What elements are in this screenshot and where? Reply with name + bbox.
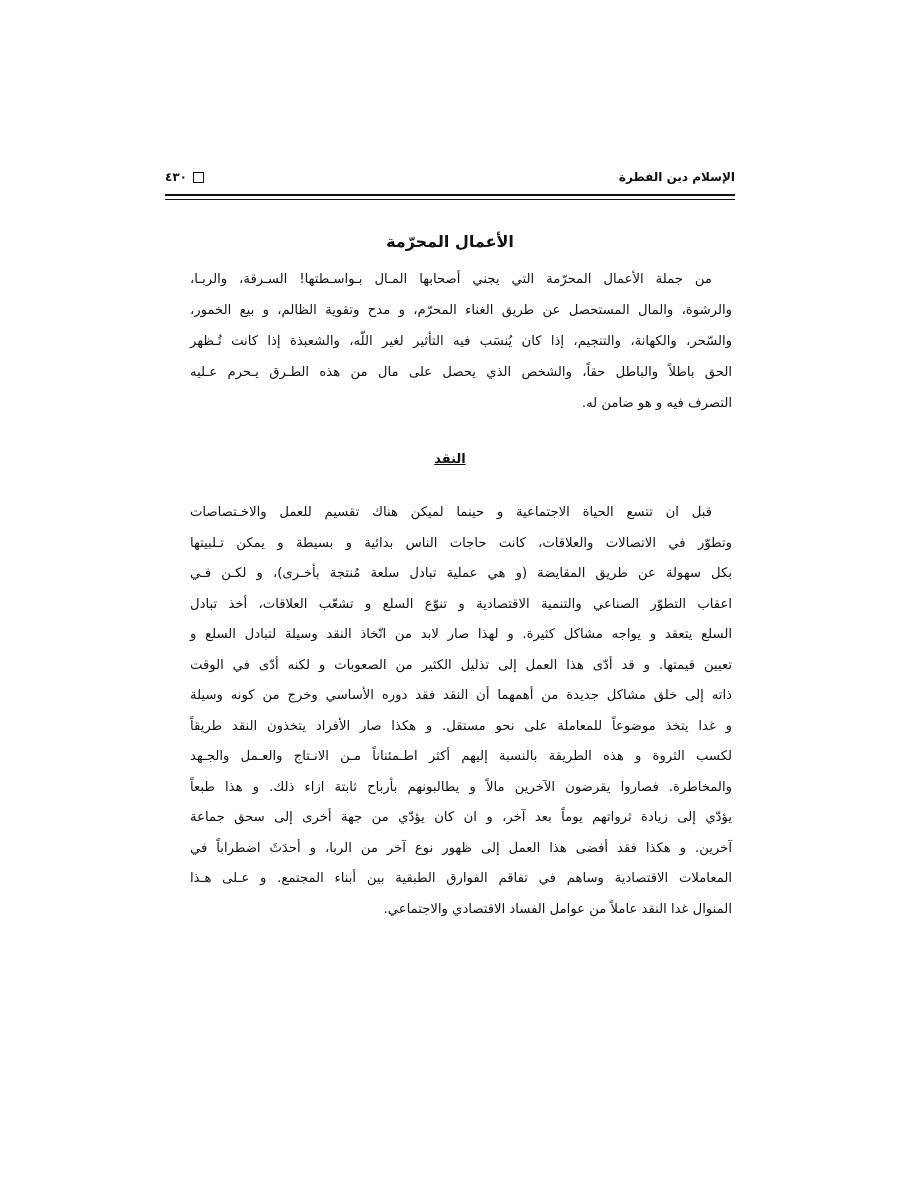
page-number-block	[165, 170, 204, 184]
section-title: الأعمال المحرّمة	[386, 232, 514, 251]
text-line: من جملة الأعمال المحرّمة التي يجني أصحابها المـال بـواسـطتها! السـرقة، والربـا،	[190, 272, 712, 287]
text-line: السلع يتعقد و يواجه مشاكل كثيرة. و لهذا صار لابد من اتّخاذ النقد وسيلة لتبادل السلع و	[190, 627, 732, 642]
text-line: قبل ان تتسع الحياة الاجتماعية و حينما لميكن هناك تقسيم للعمل والاخـتصاصات	[190, 505, 712, 520]
running-title: الإسلام دين الفطرة	[618, 170, 735, 184]
paragraph-money	[190, 498, 732, 925]
text-line: والسّحر، والكهانة، والتنجيم، إذا كان يُنسَب فيه التأثير لغير اللّه، والشعبذة إذا كانت تُـظهر	[190, 334, 732, 349]
square-bullet-icon	[193, 172, 204, 183]
text-line: المعاملات الاقتصادية وساهم في تفاقم الفوارق الطبقية بين أبناء المجتمع. و عـلى هـذا	[190, 871, 732, 886]
paragraph-forbidden-works	[190, 264, 732, 419]
text-line: لكسب الثروة و هذه الطريقة بالنسبة إليهم أكثر اطـمئناناً مـن الانـتاج والعـمل والجـهد	[190, 749, 732, 764]
text-line: تعيين قيمتها. و قد أدّى هذا العمل إلى تذليل الكثير من الصعوبات و لكنه أدّى في الوقت	[190, 657, 732, 673]
text-line: ذاته إلى خلق مشاكل جديدة من أهمهما أن النقد فقد دوره الأساسي وخرج من كونه وسيلة	[190, 688, 732, 703]
page-number: ٤٣٠	[165, 170, 187, 184]
text-line: وتطوّر في الاتصالات والعلاقات، كانت حاجات الناس بدائية و بسيطة و يمكن تـلبيتها	[190, 535, 732, 551]
text-line: والمخاطرة. فصاروا يقرضون الآخرين مالاً و يطالبونهم بأرباح ثابتة ازاء ذلك. و هذا طبعاً	[190, 779, 732, 795]
text-line: الحق باطلاً والباطل حقاً، والشخص الذي يحصل على مال من هذه الطـرق يـحرم عـليه	[190, 365, 732, 380]
text-line: بكل سهولة عن طريق المقايضة (و هي عملية تبادل سلعة مُنتجة بأخـرى)، و لكـن فـي	[190, 566, 732, 581]
text-line: و غدا يتخذ موضوعاً للمعاملة على نحو مستقل. و هكذا صار الأفراد يتخذون النقد طريقاً	[190, 718, 732, 734]
text-line: اعقاب التطوّر الصناعي والتنمية الاقتصادية و تنوّع السلع و تشعّب العلاقات، أخذ تبادل	[190, 596, 732, 612]
text-line: التصرف فيه و هو ضامن له.	[581, 396, 732, 411]
text-line: والرشوة، والمال المستحصل عن طريق الغناء المحرّم، و مدح وتقوية الظالم، و بيع الخمور،	[190, 303, 732, 318]
text-line: المنوال غدا النقد عاملاً من عوامل الفساد الاقتصادي والاجتماعي.	[383, 901, 732, 917]
header-divider	[165, 194, 735, 200]
text-line: آخرين. و هكذا فقد أفضى هذا العمل إلى ظهور نوع آخر من الربا، و أحدَثَ اضطراباً في	[190, 840, 732, 856]
subsection-title: النقد	[434, 452, 466, 467]
text-line: يؤدّي إلى زيادة ثرواتهم يوماً بعد آخر، و ان كان يؤدّي من جهة أخرى إلى سحق جماعة	[190, 810, 732, 825]
page-header	[165, 170, 735, 190]
